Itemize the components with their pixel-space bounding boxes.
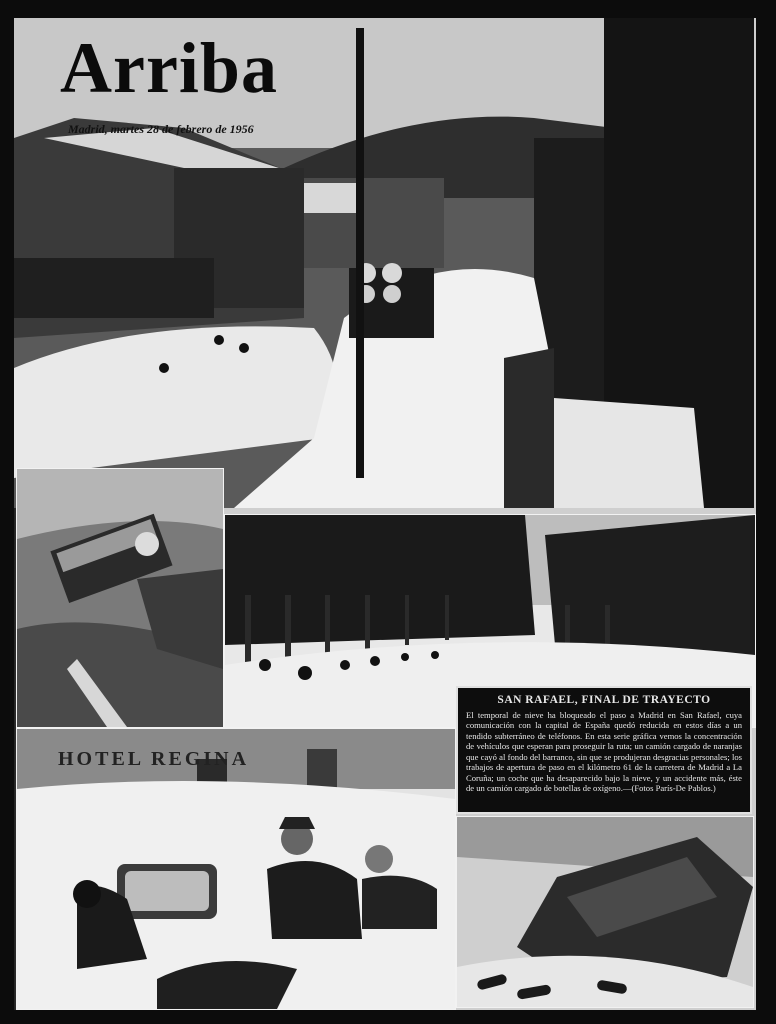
dateline: Madrid, martes 28 de febrero de 1956 xyxy=(68,122,254,136)
masthead-title: Arriba xyxy=(60,28,278,108)
magazine-page xyxy=(14,18,756,1010)
photo-overturned-truck xyxy=(16,468,224,728)
hotel-sign: HOTEL REGINA xyxy=(58,748,250,770)
caption-title: SAN RAFAEL, FINAL DE TRAYECTO xyxy=(497,694,711,706)
photo-caption-box xyxy=(456,686,752,814)
photo-oxygen-truck xyxy=(456,816,754,1008)
caption-body: El temporal de nieve ha bloqueado el paso a Madrid en San Rafael, cuya comunicación con la capital de España quedó reducida en estos días a un tendido subterráneo de teléfonos. En esta serie gráfica vemos la concentración de vehículos que esperan para proseguir la ruta; un camión cargado de naranjas que cayó al fondo del barranco, sin que se produjeran desgracias personales; los trabajos de apertura de paso en el kilómetro 61 de la carretera de Madrid a La Coruña; un coche que ha desaparecido bajo la nieve, y un accidente más, éste de un camión cargado de botellas de oxígeno.—(Fotos París-De Pablos.) xyxy=(466,710,742,794)
